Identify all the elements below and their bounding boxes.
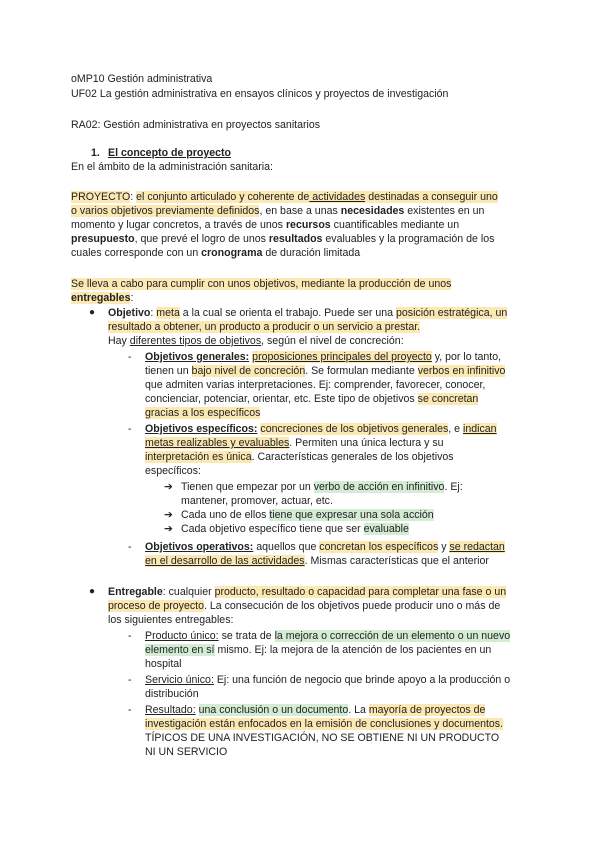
objetivo-line-3: Hay diferentes tipos de objetivos, según el nivel de concreción: (108, 335, 404, 347)
arrow-icon: ➔ (164, 481, 173, 493)
definition-line-3: momento y lugar concretos, a través de unos recursos cuantificables mediante un (71, 219, 460, 231)
definition-line-2: o varios objetivos previamente definidos, en base a unas necesidades existentes en un (71, 205, 485, 217)
dash-marker: - (128, 541, 132, 553)
definition-line-1: PROYECTO: el conjunto articulado y coherente de actividades destinadas a conseguir uno (71, 191, 498, 203)
section-intro: En el ámbito de la administración sanitaria: (71, 161, 273, 173)
especificos-arrow-2: Cada uno de ellos tiene que expresar una sola acción (181, 509, 434, 521)
generales-line-4: concienciar, potenciar, orientar, etc. Este tipo de objetivos se concretan (145, 393, 479, 405)
producto-line-3: hospital (145, 658, 182, 670)
generales-line-1: Objetivos generales: proposiciones principales del proyecto y, por lo tanto, (145, 351, 502, 363)
goal-line-2: entregables: (71, 292, 134, 304)
bullet-icon: ● (89, 307, 96, 318)
dash-marker: - (128, 704, 132, 716)
entregable-line-1: Entregable: cualquier producto, resultado o capacidad para completar una fase o un (108, 586, 507, 598)
operativos-line-2: en el desarrollo de las actividades. Mismas características que el anterior (145, 555, 489, 567)
module-title: oMP10 Gestión administrativa (71, 73, 213, 85)
ra-title: RA02: Gestión administrativa en proyectos sanitarios (71, 119, 321, 131)
dash-marker: - (128, 423, 132, 435)
objetivo-line-1: Objetivo: meta a la cual se orienta el trabajo. Puede ser una posición estratégica, un (108, 307, 508, 319)
section-number: 1. (91, 147, 100, 159)
objetivo-line-2: resultado a obtener, un producto a producir o un servicio a prestar. (108, 321, 421, 333)
resultado-line-2: investigación están enfocados en la emisión de conclusiones y documentos. (145, 718, 504, 730)
entregable-line-2: proceso de proyecto. La consecución de los objetivos puede producir uno o más de (108, 600, 501, 612)
producto-line-2: elemento en sí mismo. Ej: la mejora de la atención de los pacientes en un (145, 644, 492, 656)
resultado-line-4: NI UN SERVICIO (145, 746, 228, 758)
dash-marker: - (128, 630, 132, 642)
entregable-line-3: los siguientes entregables: (108, 614, 234, 626)
section-title: El concepto de proyecto (108, 147, 232, 159)
term-proyecto: PROYECTO (71, 191, 131, 203)
bullet-icon: ● (89, 586, 96, 597)
operativos-line-1: Objetivos operativos: aquellos que concretan los específicos y se redactan (145, 541, 505, 553)
generales-line-3: que admiten varias interpretaciones. Ej: comprender, favorecer, conocer, (145, 379, 486, 391)
dash-marker: - (128, 674, 132, 686)
especificos-arrow-1: Tienen que empezar por un verbo de acción en infinitivo. Ej: (181, 481, 463, 493)
unit-title: UF02 La gestión administrativa en ensayos clínicos y proyectos de investigación (71, 88, 449, 100)
especificos-line-2: metas realizables y evaluables. Permiten una única lectura y su (145, 437, 444, 449)
goal-line-1: Se lleva a cabo para cumplir con unos objetivos, mediante la producción de unos (71, 278, 452, 290)
servicio-line-1: Servicio único: Ej: una función de negocio que brinde apoyo a la producción o (145, 674, 511, 686)
especificos-arrow-3: Cada objetivo específico tiene que ser evaluable (181, 523, 409, 535)
resultado-line-3: TÍPICOS DE UNA INVESTIGACIÓN, NO SE OBTIENE NI UN PRODUCTO (145, 732, 500, 744)
definition-line-4: presupuesto, que prevé el logro de unos resultados evaluables y la programación de los (71, 233, 495, 245)
especificos-line-1: Objetivos específicos: concreciones de los objetivos generales, e indican (145, 423, 497, 435)
dash-marker: - (128, 351, 132, 363)
servicio-line-2: distribución (145, 688, 199, 700)
especificos-line-3: interpretación es única. Características generales de los objetivos (145, 451, 454, 463)
especificos-line-4: específicos: (145, 465, 201, 477)
especificos-arrow-1-cont: mantener, promover, actuar, etc. (181, 495, 333, 507)
resultado-line-1: Resultado: una conclusión o un documento. La mayoría de proyectos de (145, 704, 486, 716)
generales-line-5: gracias a los específicos (145, 407, 261, 419)
arrow-icon: ➔ (164, 509, 173, 521)
producto-line-1: Producto único: se trata de la mejora o corrección de un elemento o un nuevo (145, 630, 511, 642)
arrow-icon: ➔ (164, 523, 173, 535)
definition-line-5: cuales corresponde con un cronograma de duración limitada (71, 247, 361, 259)
generales-line-2: tienen un bajo nivel de concreción. Se formulan mediante verbos en infinitivo (145, 365, 506, 377)
